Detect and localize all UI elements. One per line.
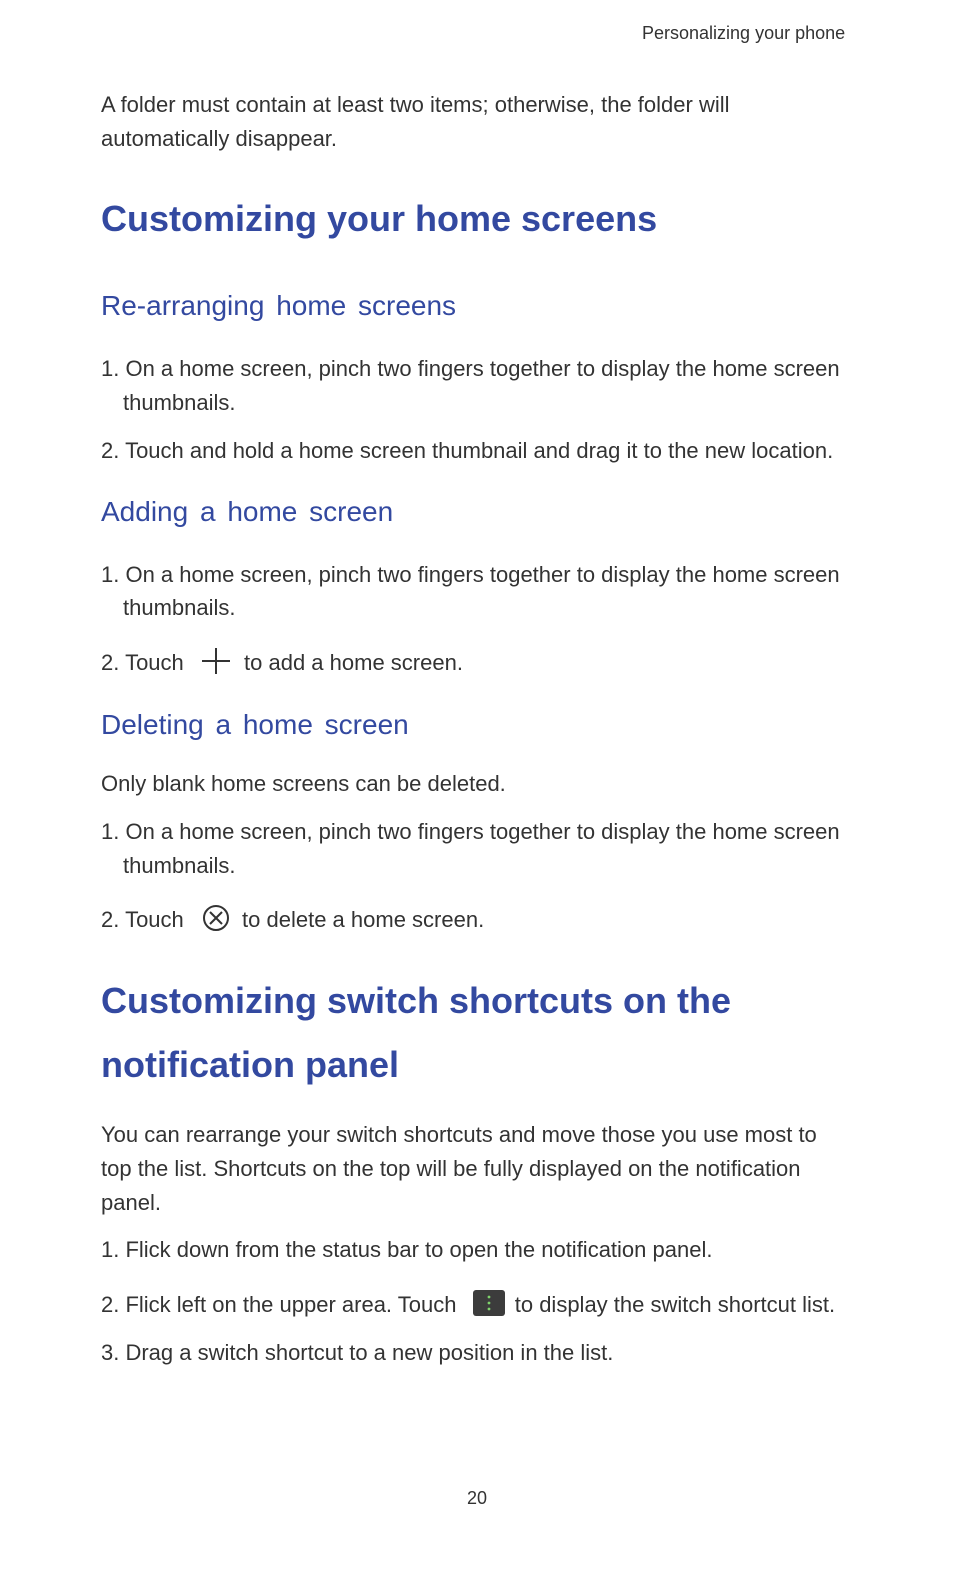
deleting-step-2: [101, 907, 484, 935]
deleting-step-2-after: to delete a home screen.: [242, 907, 485, 932]
intro-line-1: A folder must contain at least two items; otherwise, the folder will: [101, 92, 730, 117]
list-menu-icon: [473, 1290, 505, 1316]
adding-step-2-before: 2. Touch: [101, 650, 184, 675]
rearrange-step-1-line-1: 1. On a home screen, pinch two fingers together to display the home screen: [101, 356, 840, 381]
subsection-title-adding: Adding a home screen: [101, 496, 394, 527]
plus-icon: [200, 647, 232, 675]
section-title-home-screens: Customizing your home screens: [101, 198, 658, 239]
subsection-title-rearranging: Re-arranging home screens: [101, 290, 457, 321]
shortcuts-step-1: 1. Flick down from the status bar to open the notification panel.: [101, 1237, 713, 1262]
deleting-note: Only blank home screens can be deleted.: [101, 771, 506, 796]
adding-step-1-line-2: thumbnails.: [123, 595, 236, 620]
intro-line-2: automatically disappear.: [101, 126, 338, 151]
deleting-step-2-before: 2. Touch: [101, 907, 184, 932]
deleting-step-1-line-2: thumbnails.: [123, 853, 236, 878]
shortcuts-step-2-after: to display the switch shortcut list.: [514, 1292, 836, 1317]
shortcuts-step-2-before: 2. Flick left on the upper area. Touch: [101, 1292, 457, 1317]
deleting-step-1-line-1: 1. On a home screen, pinch two fingers together to display the home screen: [101, 819, 840, 844]
section-title-switch-shortcuts-line-2: notification panel: [101, 1044, 400, 1085]
adding-step-2-after: to add a home screen.: [244, 650, 463, 675]
shortcuts-para-line-2: top the list. Shortcuts on the top will be fully displayed on the notification: [101, 1156, 801, 1181]
shortcuts-step-2: [101, 1292, 835, 1319]
section-title-switch-shortcuts-line-1: Customizing switch shortcuts on the: [101, 980, 732, 1021]
adding-step-2: [101, 650, 463, 678]
page-number: 20: [466, 1488, 488, 1508]
shortcuts-step-3: 3. Drag a switch shortcut to a new position in the list.: [101, 1340, 614, 1365]
running-header: Personalizing your phone: [642, 23, 846, 43]
shortcuts-para-line-1: You can rearrange your switch shortcuts and move those you use most to: [101, 1122, 817, 1147]
rearrange-step-1-line-2: thumbnails.: [123, 390, 236, 415]
subsection-title-deleting: Deleting a home screen: [101, 709, 409, 740]
delete-circle-x-icon: [202, 904, 230, 932]
shortcuts-para-line-3: panel.: [101, 1190, 161, 1215]
rearrange-step-2: 2. Touch and hold a home screen thumbnail and drag it to the new location.: [101, 438, 834, 463]
adding-step-1-line-1: 1. On a home screen, pinch two fingers together to display the home screen: [101, 562, 840, 587]
